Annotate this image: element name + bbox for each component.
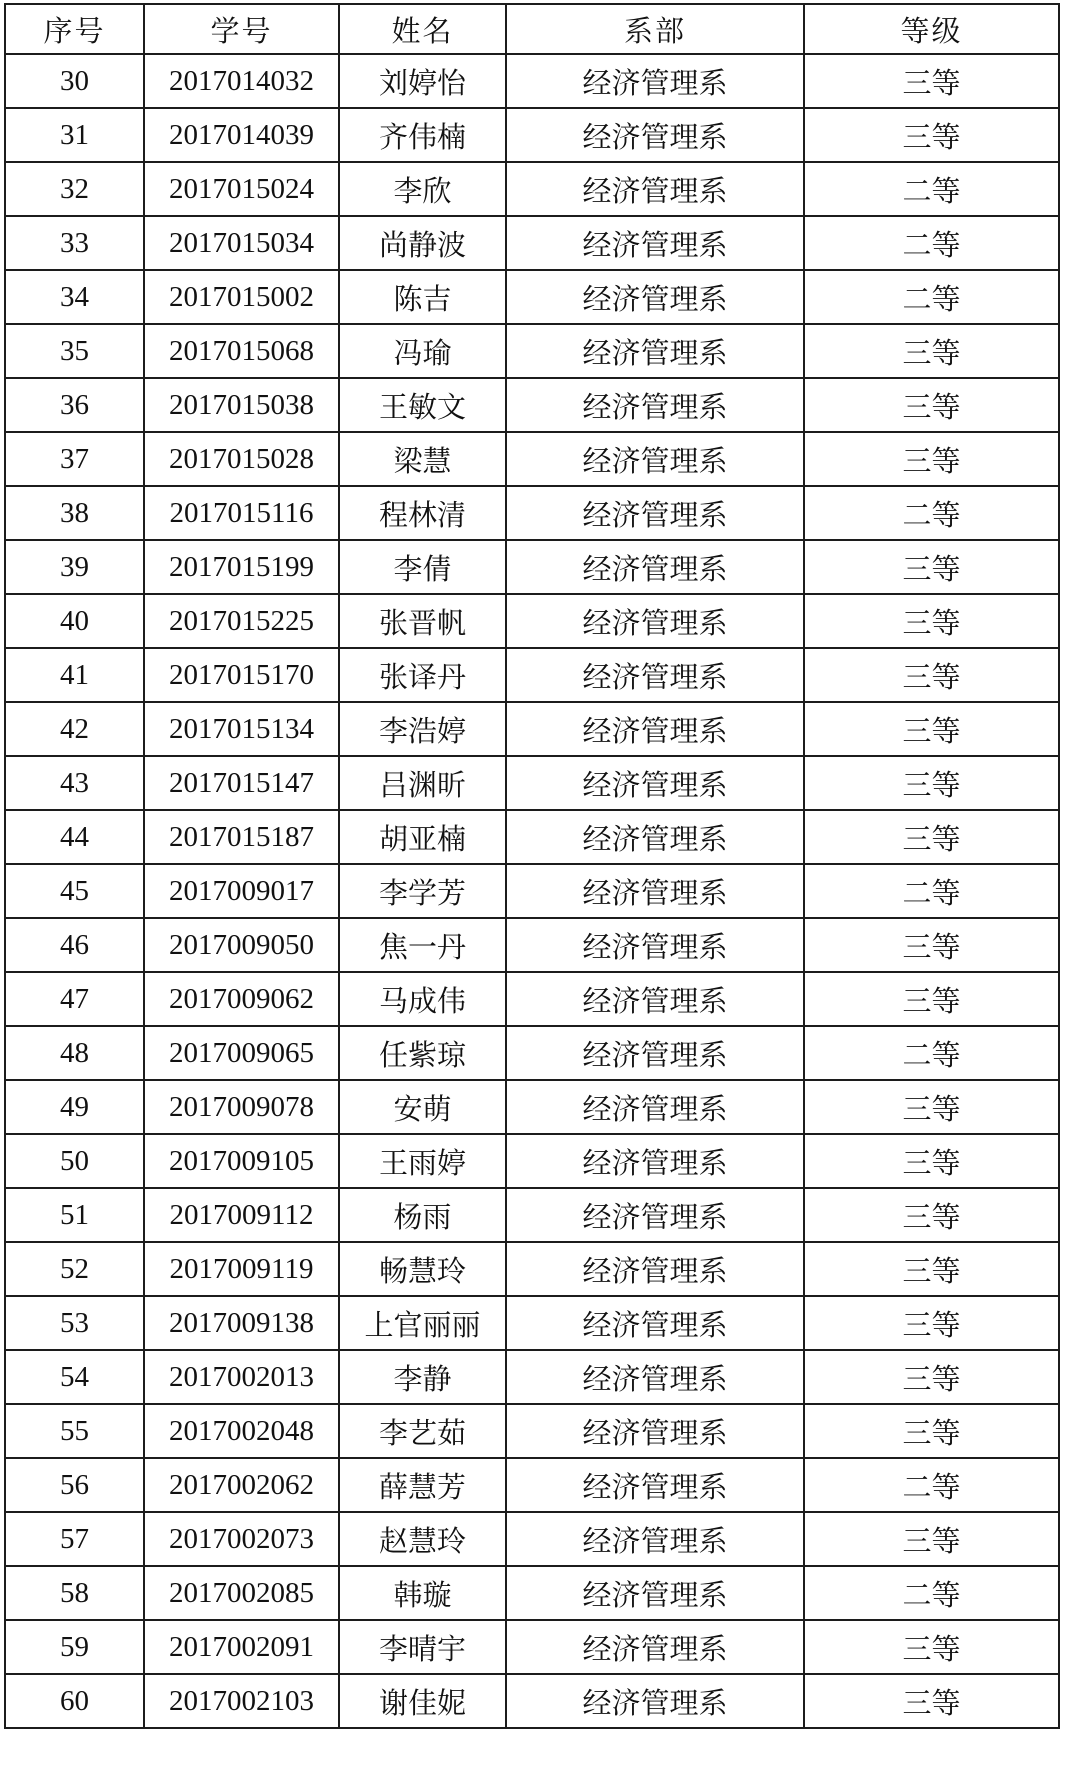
cell-index: 34 [5, 270, 144, 324]
cell-department: 经济管理系 [506, 1620, 804, 1674]
cell-student-id: 2017002091 [144, 1620, 339, 1674]
cell-grade: 三等 [804, 1188, 1059, 1242]
cell-index: 52 [5, 1242, 144, 1296]
cell-student-id: 2017015068 [144, 324, 339, 378]
cell-department: 经济管理系 [506, 1242, 804, 1296]
cell-department: 经济管理系 [506, 810, 804, 864]
cell-name: 赵慧玲 [339, 1512, 506, 1566]
cell-student-id: 2017009050 [144, 918, 339, 972]
cell-name: 安萌 [339, 1080, 506, 1134]
cell-index: 58 [5, 1566, 144, 1620]
cell-department: 经济管理系 [506, 270, 804, 324]
table-row [5, 972, 1059, 1026]
table-row [5, 324, 1059, 378]
cell-grade: 三等 [804, 1512, 1059, 1566]
cell-department: 经济管理系 [506, 1188, 804, 1242]
cell-name: 李晴宇 [339, 1620, 506, 1674]
cell-grade: 三等 [804, 378, 1059, 432]
cell-department: 经济管理系 [506, 1512, 804, 1566]
cell-department: 经济管理系 [506, 972, 804, 1026]
cell-student-id: 2017002073 [144, 1512, 339, 1566]
cell-department: 经济管理系 [506, 1026, 804, 1080]
cell-grade: 三等 [804, 540, 1059, 594]
cell-index: 40 [5, 594, 144, 648]
cell-grade: 三等 [804, 432, 1059, 486]
cell-department: 经济管理系 [506, 1566, 804, 1620]
cell-student-id: 2017002062 [144, 1458, 339, 1512]
table-row [5, 270, 1059, 324]
table-row [5, 1566, 1059, 1620]
table-row [5, 540, 1059, 594]
cell-name: 冯瑜 [339, 324, 506, 378]
cell-department: 经济管理系 [506, 1674, 804, 1728]
cell-grade: 二等 [804, 486, 1059, 540]
table-row [5, 702, 1059, 756]
cell-department: 经济管理系 [506, 1350, 804, 1404]
cell-name: 王敏文 [339, 378, 506, 432]
cell-student-id: 2017002103 [144, 1674, 339, 1728]
cell-index: 51 [5, 1188, 144, 1242]
cell-department: 经济管理系 [506, 540, 804, 594]
cell-name: 李欣 [339, 162, 506, 216]
cell-grade: 三等 [804, 108, 1059, 162]
cell-name: 胡亚楠 [339, 810, 506, 864]
header-grade: 等级 [804, 4, 1059, 54]
cell-index: 39 [5, 540, 144, 594]
cell-name: 马成伟 [339, 972, 506, 1026]
cell-index: 57 [5, 1512, 144, 1566]
cell-student-id: 2017009105 [144, 1134, 339, 1188]
cell-index: 31 [5, 108, 144, 162]
cell-department: 经济管理系 [506, 1080, 804, 1134]
cell-index: 50 [5, 1134, 144, 1188]
table-row [5, 378, 1059, 432]
header-row [5, 4, 1059, 54]
cell-index: 45 [5, 864, 144, 918]
cell-student-id: 2017009138 [144, 1296, 339, 1350]
table-row [5, 1080, 1059, 1134]
cell-student-id: 2017015038 [144, 378, 339, 432]
cell-name: 陈吉 [339, 270, 506, 324]
table-row [5, 108, 1059, 162]
cell-index: 46 [5, 918, 144, 972]
cell-name: 梁慧 [339, 432, 506, 486]
cell-grade: 二等 [804, 1566, 1059, 1620]
cell-grade: 三等 [804, 1620, 1059, 1674]
table-row [5, 864, 1059, 918]
cell-department: 经济管理系 [506, 432, 804, 486]
cell-department: 经济管理系 [506, 702, 804, 756]
cell-grade: 三等 [804, 1296, 1059, 1350]
cell-name: 李学芳 [339, 864, 506, 918]
cell-department: 经济管理系 [506, 864, 804, 918]
header-department: 系部 [506, 4, 804, 54]
cell-department: 经济管理系 [506, 648, 804, 702]
cell-index: 54 [5, 1350, 144, 1404]
cell-name: 尚静波 [339, 216, 506, 270]
cell-student-id: 2017009119 [144, 1242, 339, 1296]
cell-department: 经济管理系 [506, 54, 804, 108]
cell-department: 经济管理系 [506, 1404, 804, 1458]
cell-index: 30 [5, 54, 144, 108]
cell-index: 56 [5, 1458, 144, 1512]
table-header [5, 4, 1059, 54]
cell-name: 张晋帆 [339, 594, 506, 648]
cell-grade: 三等 [804, 54, 1059, 108]
cell-student-id: 2017014039 [144, 108, 339, 162]
table-row [5, 756, 1059, 810]
cell-grade: 三等 [804, 1404, 1059, 1458]
cell-grade: 二等 [804, 864, 1059, 918]
cell-name: 李艺茹 [339, 1404, 506, 1458]
cell-grade: 三等 [804, 1350, 1059, 1404]
cell-index: 32 [5, 162, 144, 216]
cell-name: 韩璇 [339, 1566, 506, 1620]
cell-student-id: 2017009017 [144, 864, 339, 918]
cell-department: 经济管理系 [506, 162, 804, 216]
table-row [5, 486, 1059, 540]
header-index: 序号 [5, 4, 144, 54]
cell-index: 35 [5, 324, 144, 378]
table-row [5, 432, 1059, 486]
table-row [5, 810, 1059, 864]
cell-index: 59 [5, 1620, 144, 1674]
table-row [5, 1350, 1059, 1404]
table-row [5, 1404, 1059, 1458]
cell-grade: 二等 [804, 162, 1059, 216]
cell-grade: 二等 [804, 1026, 1059, 1080]
cell-student-id: 2017015170 [144, 648, 339, 702]
cell-grade: 二等 [804, 1458, 1059, 1512]
cell-index: 49 [5, 1080, 144, 1134]
cell-name: 程林清 [339, 486, 506, 540]
table-row [5, 1512, 1059, 1566]
cell-name: 李静 [339, 1350, 506, 1404]
cell-student-id: 2017015116 [144, 486, 339, 540]
cell-grade: 三等 [804, 1242, 1059, 1296]
cell-department: 经济管理系 [506, 1296, 804, 1350]
cell-grade: 三等 [804, 810, 1059, 864]
cell-index: 47 [5, 972, 144, 1026]
cell-name: 薛慧芳 [339, 1458, 506, 1512]
cell-grade: 三等 [804, 1674, 1059, 1728]
cell-grade: 三等 [804, 1080, 1059, 1134]
cell-grade: 三等 [804, 918, 1059, 972]
cell-name: 李倩 [339, 540, 506, 594]
table-row [5, 162, 1059, 216]
cell-index: 38 [5, 486, 144, 540]
cell-student-id: 2017002013 [144, 1350, 339, 1404]
header-student-id: 学号 [144, 4, 339, 54]
cell-name: 上官丽丽 [339, 1296, 506, 1350]
cell-student-id: 2017015147 [144, 756, 339, 810]
header-name: 姓名 [339, 4, 506, 54]
table-row [5, 594, 1059, 648]
cell-index: 37 [5, 432, 144, 486]
cell-grade: 三等 [804, 1134, 1059, 1188]
cell-student-id: 2017015225 [144, 594, 339, 648]
cell-grade: 三等 [804, 594, 1059, 648]
cell-student-id: 2017009112 [144, 1188, 339, 1242]
cell-name: 焦一丹 [339, 918, 506, 972]
cell-name: 张译丹 [339, 648, 506, 702]
cell-index: 44 [5, 810, 144, 864]
cell-name: 谢佳妮 [339, 1674, 506, 1728]
table-row [5, 1242, 1059, 1296]
cell-student-id: 2017002048 [144, 1404, 339, 1458]
cell-name: 杨雨 [339, 1188, 506, 1242]
cell-index: 33 [5, 216, 144, 270]
table-row [5, 1296, 1059, 1350]
table-body [5, 54, 1059, 1728]
cell-name: 畅慧玲 [339, 1242, 506, 1296]
table-row [5, 1458, 1059, 1512]
cell-department: 经济管理系 [506, 594, 804, 648]
cell-student-id: 2017009065 [144, 1026, 339, 1080]
cell-department: 经济管理系 [506, 216, 804, 270]
cell-department: 经济管理系 [506, 1458, 804, 1512]
cell-index: 42 [5, 702, 144, 756]
cell-grade: 三等 [804, 648, 1059, 702]
cell-student-id: 2017015002 [144, 270, 339, 324]
cell-student-id: 2017014032 [144, 54, 339, 108]
table-row [5, 216, 1059, 270]
cell-name: 吕渊昕 [339, 756, 506, 810]
cell-grade: 二等 [804, 270, 1059, 324]
cell-index: 53 [5, 1296, 144, 1350]
cell-grade: 二等 [804, 216, 1059, 270]
table-row [5, 1134, 1059, 1188]
table-row [5, 1026, 1059, 1080]
cell-department: 经济管理系 [506, 324, 804, 378]
cell-department: 经济管理系 [506, 918, 804, 972]
cell-grade: 三等 [804, 324, 1059, 378]
cell-department: 经济管理系 [506, 756, 804, 810]
cell-name: 刘婷怡 [339, 54, 506, 108]
cell-student-id: 2017009062 [144, 972, 339, 1026]
cell-index: 41 [5, 648, 144, 702]
cell-student-id: 2017015199 [144, 540, 339, 594]
cell-student-id: 2017015028 [144, 432, 339, 486]
cell-department: 经济管理系 [506, 378, 804, 432]
table-row [5, 1188, 1059, 1242]
cell-name: 李浩婷 [339, 702, 506, 756]
cell-department: 经济管理系 [506, 1134, 804, 1188]
cell-index: 60 [5, 1674, 144, 1728]
table-row [5, 1674, 1059, 1728]
cell-name: 齐伟楠 [339, 108, 506, 162]
cell-name: 任紫琼 [339, 1026, 506, 1080]
cell-grade: 三等 [804, 756, 1059, 810]
table-row [5, 54, 1059, 108]
cell-student-id: 2017015187 [144, 810, 339, 864]
cell-student-id: 2017015024 [144, 162, 339, 216]
table-row [5, 918, 1059, 972]
cell-department: 经济管理系 [506, 108, 804, 162]
cell-student-id: 2017002085 [144, 1566, 339, 1620]
cell-student-id: 2017015034 [144, 216, 339, 270]
table-row [5, 1620, 1059, 1674]
cell-name: 王雨婷 [339, 1134, 506, 1188]
cell-index: 43 [5, 756, 144, 810]
cell-index: 55 [5, 1404, 144, 1458]
cell-department: 经济管理系 [506, 486, 804, 540]
cell-student-id: 2017015134 [144, 702, 339, 756]
cell-index: 48 [5, 1026, 144, 1080]
table-row [5, 648, 1059, 702]
student-grade-table [4, 3, 1060, 1729]
cell-grade: 三等 [804, 972, 1059, 1026]
cell-grade: 三等 [804, 702, 1059, 756]
cell-index: 36 [5, 378, 144, 432]
cell-student-id: 2017009078 [144, 1080, 339, 1134]
